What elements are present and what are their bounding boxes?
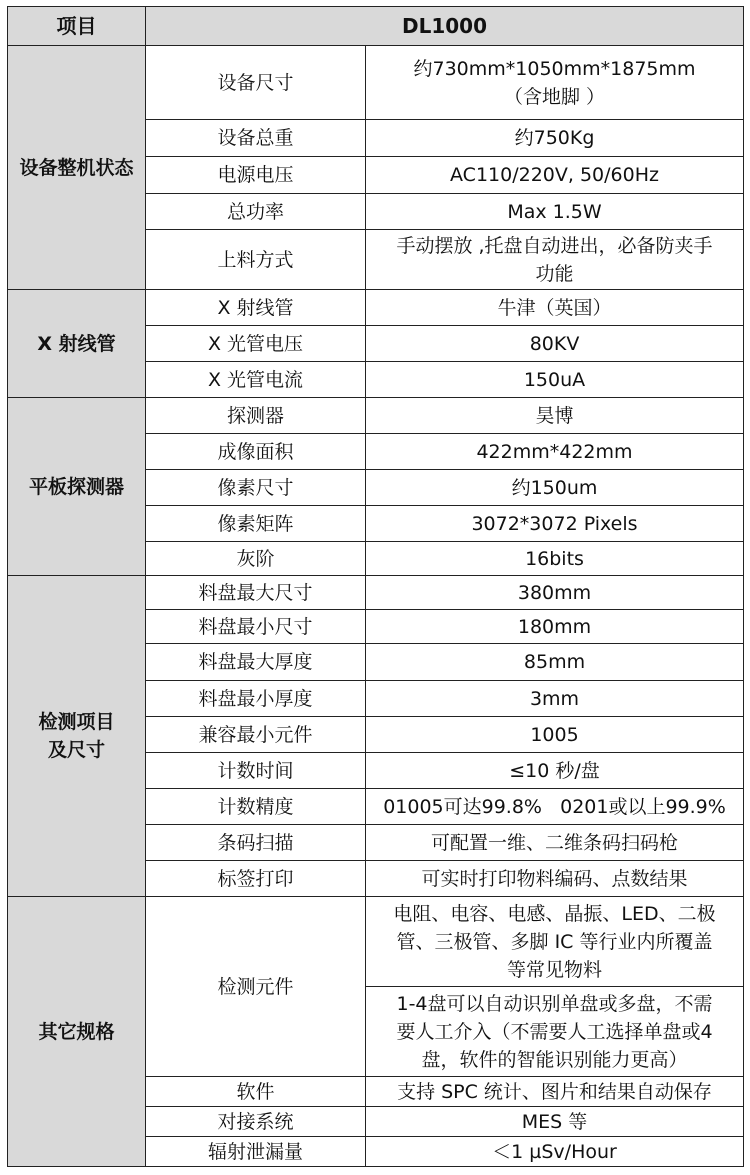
value-cell: 可实时打印物料编码、点数结果	[366, 861, 744, 897]
table-row	[8, 290, 744, 326]
item-cell: 计数精度	[146, 789, 366, 825]
item-cell: 总功率	[146, 194, 366, 230]
item-cell: X 射线管	[146, 290, 366, 326]
item-cell: 像素尺寸	[146, 470, 366, 506]
value-cell: 支持 SPC 统计、图片和结果自动保存	[366, 1077, 744, 1107]
item-cell: 灰阶	[146, 542, 366, 576]
value-cell	[366, 230, 744, 290]
value-line: 功能	[535, 262, 574, 285]
item-cell: 检测元件	[146, 897, 366, 1077]
table-row	[8, 398, 744, 434]
value-cell: 380mm	[366, 576, 744, 610]
item-cell: 软件	[146, 1077, 366, 1107]
value-cell: 180mm	[366, 610, 744, 644]
item-cell: 对接系统	[146, 1107, 366, 1137]
value-cell: 16bits	[366, 542, 744, 576]
value-line: 手动摆放 ,托盘自动进出，必备防夹手	[396, 234, 713, 257]
table-row	[8, 46, 744, 120]
value-cell: 80KV	[366, 326, 744, 362]
item-cell: 料盘最小尺寸	[146, 610, 366, 644]
value-cell: 可配置一维、二维条码扫码枪	[366, 825, 744, 861]
value-cell	[366, 46, 744, 120]
value-cell	[366, 987, 744, 1077]
category-line: 及尺寸	[47, 739, 105, 761]
value-cell: 牛津（英国）	[366, 290, 744, 326]
category-cell: X 射线管	[8, 290, 146, 398]
value-line: 电阻、电容、电感、晶振、LED、二极	[393, 902, 716, 925]
value-line: 盘，软件的智能识别能力更高）	[421, 1048, 688, 1071]
header-model: DL1000	[146, 7, 744, 46]
table-row	[8, 576, 744, 610]
value-line: 约730mm*1050mm*1875mm	[413, 57, 696, 80]
value-cell: 约150um	[366, 470, 744, 506]
item-cell: 设备总重	[146, 120, 366, 157]
category-cell: 其它规格	[8, 897, 146, 1167]
item-cell: 探测器	[146, 398, 366, 434]
item-cell: X 光管电流	[146, 362, 366, 398]
item-cell: 条码扫描	[146, 825, 366, 861]
item-cell: 电源电压	[146, 157, 366, 194]
value-cell: 422mm*422mm	[366, 434, 744, 470]
value-cell: Max 1.5W	[366, 194, 744, 230]
item-cell: 成像面积	[146, 434, 366, 470]
value-cell: 150uA	[366, 362, 744, 398]
category-cell: 平板探测器	[8, 398, 146, 576]
spec-table	[7, 6, 744, 1167]
value-cell: 85mm	[366, 644, 744, 681]
value-line: （含地脚 ）	[503, 85, 606, 108]
item-cell: 计数时间	[146, 753, 366, 789]
value-cell: ≤10 秒/盘	[366, 753, 744, 789]
value-cell: ＜1 µSv/Hour	[366, 1137, 744, 1167]
item-cell: 设备尺寸	[146, 46, 366, 120]
value-cell: 约750Kg	[366, 120, 744, 157]
category-cell: 设备整机状态	[8, 46, 146, 290]
item-cell: 料盘最大厚度	[146, 644, 366, 681]
item-cell: 标签打印	[146, 861, 366, 897]
table-row	[8, 897, 744, 987]
category-cell	[8, 576, 146, 897]
item-cell: X 光管电压	[146, 326, 366, 362]
item-cell: 料盘最小厚度	[146, 681, 366, 717]
value-line: 要人工介入（不需要人工选择单盘或4	[396, 1020, 713, 1043]
table-header-row	[8, 7, 744, 46]
item-cell: 像素矩阵	[146, 506, 366, 542]
value-cell	[366, 897, 744, 987]
value-line: 等常见物料	[507, 958, 603, 981]
value-cell: 3mm	[366, 681, 744, 717]
value-cell: 昊博	[366, 398, 744, 434]
value-cell: 3072*3072 Pixels	[366, 506, 744, 542]
item-cell: 兼容最小元件	[146, 717, 366, 753]
item-cell: 料盘最大尺寸	[146, 576, 366, 610]
value-cell: 1005	[366, 717, 744, 753]
item-cell: 上料方式	[146, 230, 366, 290]
value-cell: AC110/220V, 50/60Hz	[366, 157, 744, 194]
category-line: 检测项目	[38, 711, 115, 733]
value-cell: MES 等	[366, 1107, 744, 1137]
header-item: 项目	[8, 7, 146, 46]
item-cell: 辐射泄漏量	[146, 1137, 366, 1167]
value-cell: 01005可达99.8% 0201或以上99.9%	[366, 789, 744, 825]
value-line: 1-4盘可以自动识别单盘或多盘，不需	[396, 992, 713, 1015]
value-line: 管、三极管、多脚 IC 等行业内所覆盖	[396, 930, 713, 953]
